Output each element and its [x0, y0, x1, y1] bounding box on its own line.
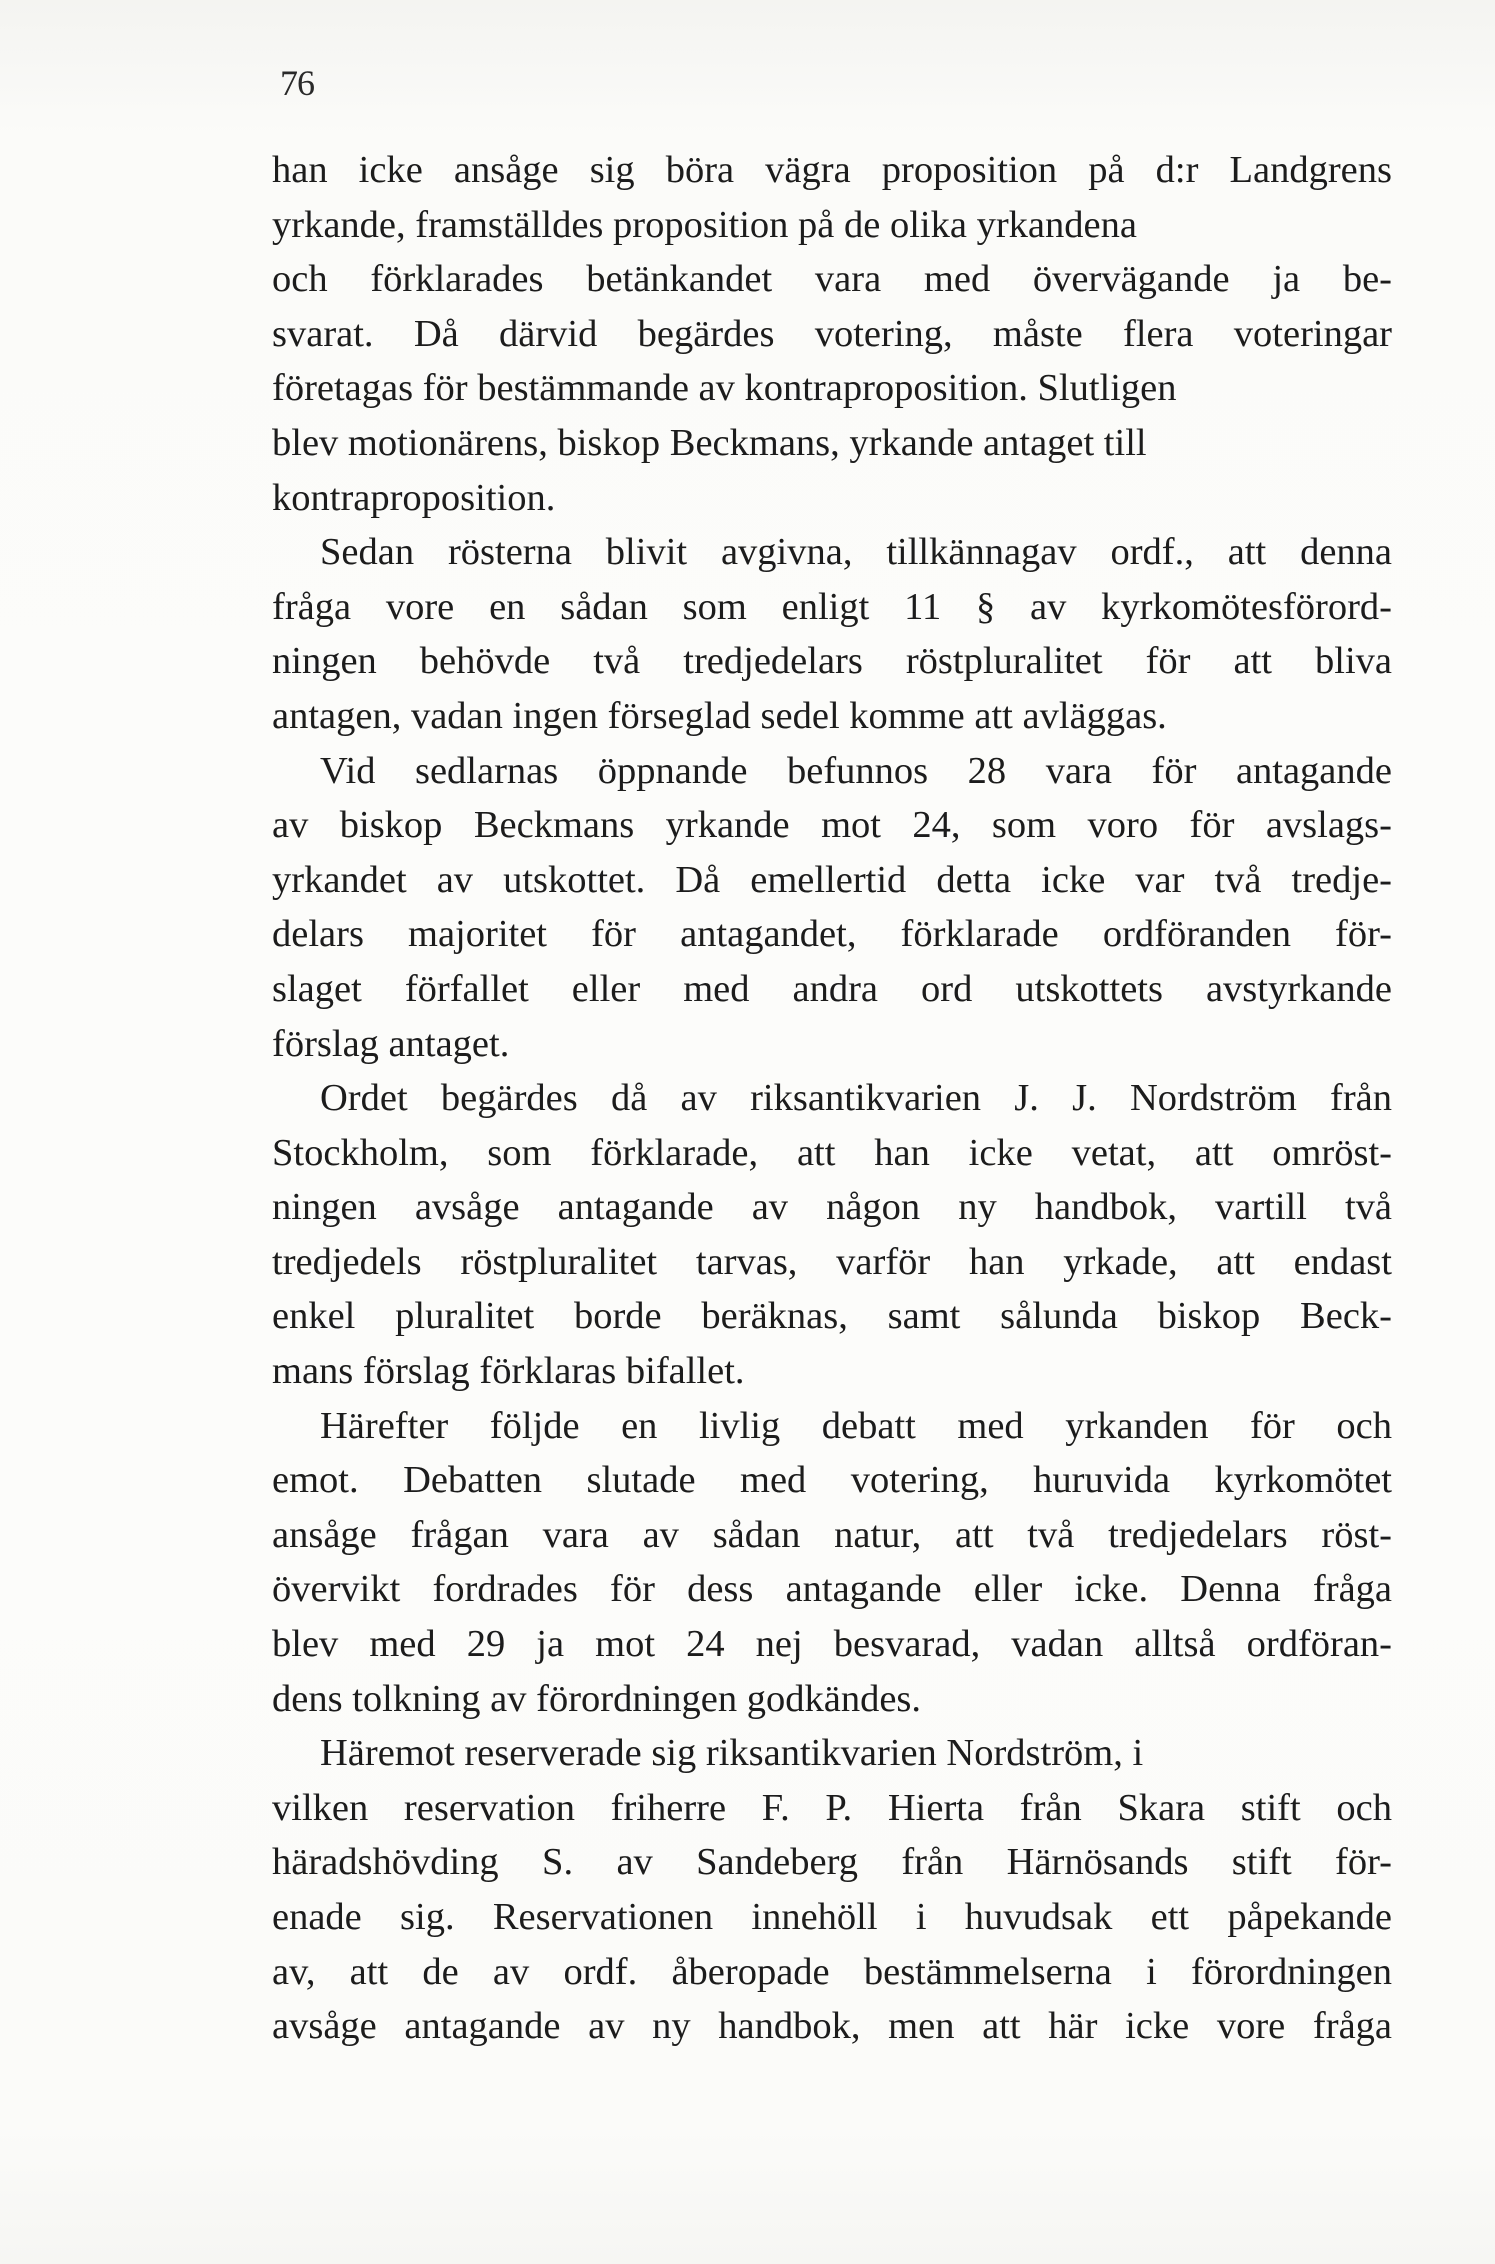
text-line: delars majoritet för antagandet, förklarade ordföranden för-: [272, 913, 1392, 956]
text-line: förslag antaget.: [272, 1022, 510, 1065]
text-line: yrkandet av utskottet. Då emellertid detta icke var två tredje-: [272, 858, 1392, 901]
text-line: Sedan rösterna blivit avgivna, tillkännagav ordf., att denna: [320, 531, 1392, 574]
text-line: tredjedels röstpluralitet tarvas, varför han yrkade, att endast: [272, 1240, 1392, 1283]
text-line: övervikt fordrades för dess antagande eller icke. Denna fråga: [272, 1568, 1392, 1611]
text-line: enkel pluralitet borde beräknas, samt sålunda biskop Beck-: [272, 1295, 1392, 1338]
text-line: av, att de av ordf. åberopade bestämmelserna i förordningen: [272, 1950, 1392, 1993]
text-line: blev med 29 ja mot 24 nej besvarad, vadan alltså ordföran-: [272, 1623, 1392, 1666]
text-line: Häremot reserverade sig riksantikvarien Nordström, i: [320, 1732, 1144, 1775]
text-line: vilken reservation friherre F. P. Hierta från Skara stift och: [272, 1786, 1392, 1829]
text-line: avsåge antagande av ny handbok, men att här icke vore fråga: [272, 2005, 1392, 2048]
page-number: 76: [280, 63, 314, 103]
text-line: ningen behövde två tredjedelars röstpluralitet för att bliva: [272, 640, 1392, 683]
text-line: antagen, vadan ingen förseglad sedel komme att avläggas.: [272, 694, 1167, 737]
text-line: mans förslag förklaras bifallet.: [272, 1350, 745, 1393]
text-line: fråga vore en sådan som enligt 11 § av kyrkomötesförord-: [272, 585, 1392, 628]
text-line: kontraproposition.: [272, 476, 556, 519]
text-line: emot. Debatten slutade med votering, huruvida kyrkomötet: [272, 1459, 1392, 1502]
body-text: [272, 143, 1392, 2054]
text-line: enade sig. Reservationen innehöll i huvudsak ett påpekande: [272, 1896, 1392, 1938]
text-line: slaget förfallet eller med andra ord utskottets avstyrkande: [272, 967, 1392, 1010]
text-line: företagas för bestämmande av kontraproposition. Slutligen: [272, 367, 1177, 410]
text-line: yrkande, framställdes proposition på de olika yrkandena: [272, 203, 1137, 246]
text-line: av biskop Beckmans yrkande mot 24, som voro för avslags-: [272, 804, 1392, 847]
text-line: Härefter följde en livlig debatt med yrkanden för och: [320, 1404, 1392, 1447]
text-line: ansåge frågan vara av sådan natur, att två tredjedelars röst-: [272, 1513, 1392, 1556]
text-line: häradshövding S. av Sandeberg från Härnösands stift för-: [272, 1841, 1392, 1884]
text-line: och förklarades betänkandet vara med övervägande ja be-: [272, 258, 1392, 301]
text-line: Ordet begärdes då av riksantikvarien J. J. Nordström från: [320, 1077, 1392, 1120]
text-line: Vid sedlarnas öppnande befunnos 28 vara för antagande: [320, 749, 1392, 792]
text-line: Stockholm, som förklarade, att han icke vetat, att omröst-: [272, 1131, 1392, 1174]
text-line: svarat. Då därvid begärdes votering, måste flera voteringar: [272, 312, 1392, 355]
text-line: ningen avsåge antagande av någon ny handbok, vartill två: [272, 1186, 1392, 1229]
text-line: dens tolkning av förordningen godkändes.: [272, 1677, 922, 1720]
text-line: han icke ansåge sig böra vägra proposition på d:r Landgrens: [272, 149, 1392, 191]
text-line: blev motionärens, biskop Beckmans, yrkande antaget till: [272, 421, 1147, 464]
